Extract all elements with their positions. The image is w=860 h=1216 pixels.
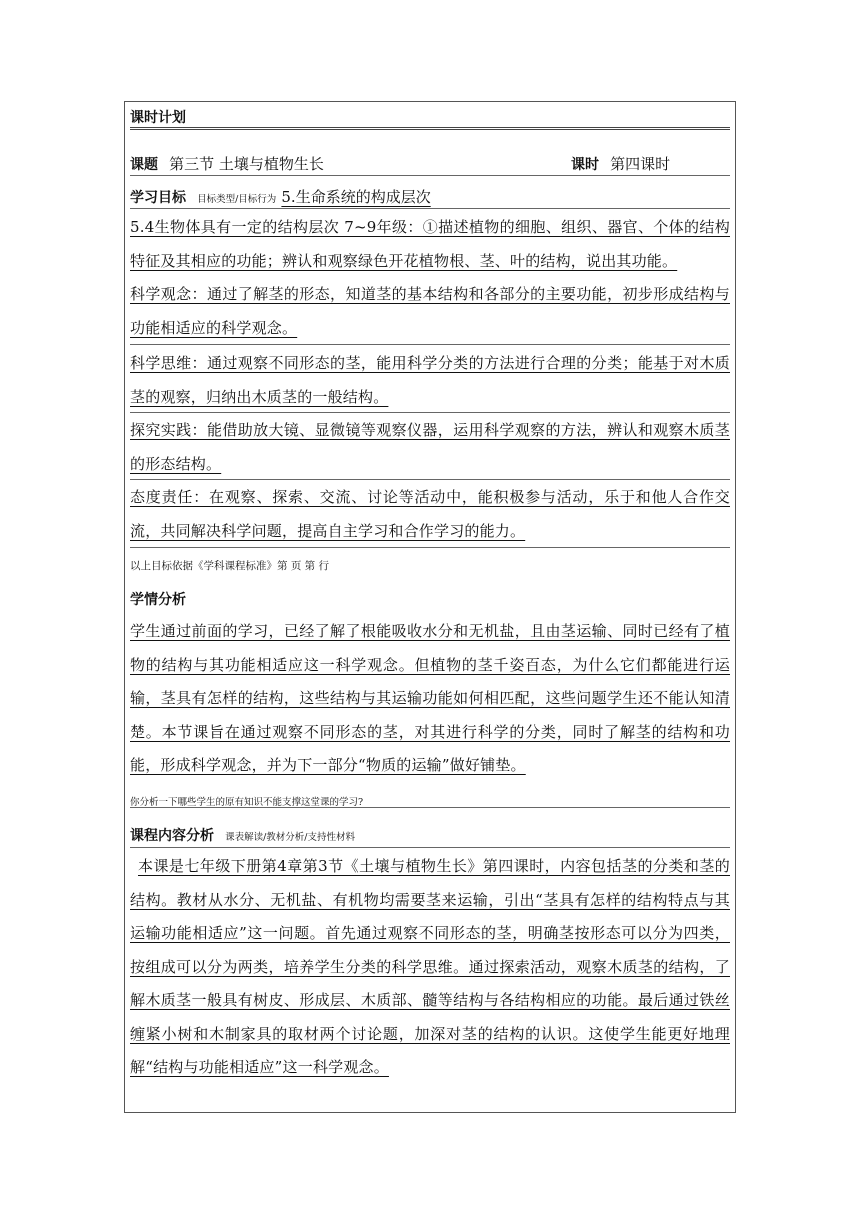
objectives-type-note: 目标类型/目标行为: [197, 194, 277, 205]
topic-row: [130, 153, 730, 176]
period-value: 第四课时: [610, 155, 671, 173]
divider: [130, 479, 730, 480]
learner-analysis-label: 学情分析: [130, 592, 186, 608]
period-label: 课时: [571, 157, 599, 173]
content-analysis-text: 本课是七年级下册第4章第3节《土壤与植物生长》第四课时，内容包括茎的分类和茎的结构。教材从水分、无机盐、有机物均需要茎来运输，引出“茎具有怎样的结构特点与其运输功能相适应”这一问题。首先通过观察不同形态的茎，明确茎按形态可以分为四类，按组成可以分为两类，培养学生分类的科学思维。通过探索活动，观察木质茎的结构，了解木质茎一般具有树皮、形成层、木质部、髓等结构与各结构相应的功能。最后通过铁丝缠紧小树和木制家具的取材两个讨论题，加深对茎的结构的认识。这使学生能更好地理解“结构与功能相适应”这一科学观念。: [130, 857, 730, 1076]
content-analysis-header: [130, 825, 730, 848]
content-analysis-label: 课程内容分析: [130, 828, 214, 844]
content-analysis-sub-note: 课表解读/教材分析/支持性材料: [225, 832, 355, 843]
source-note: 以上目标依据《学科课程标准》第 页 第 行: [130, 560, 330, 572]
objective-thinking: 科学思维：通过观察不同形态的茎，能用科学分类的方法进行合理的分类；能基于对木质茎的观察，归纳出木质茎的一般结构。: [130, 354, 730, 406]
objectives-label: 学习目标: [130, 190, 186, 206]
divider: [130, 344, 730, 345]
objective-standard: 5.4生物体具有一定的结构层次 7~9年级：①描述植物的细胞、组织、器官、个体的结构特征及其相应的功能；辨认和观察绿色开花植物根、茎、叶的结构，说出其功能。: [130, 218, 730, 270]
objective-attitude: 态度责任：在观察、探索、交流、讨论等活动中，能积极参与活动，乐于和他人合作交流，共同解决科学问题，提高自主学习和合作学习的能力。: [130, 488, 730, 540]
learner-prompt-note: 你分析一下哪些学生的原有知识不能支撑这堂课的学习?: [130, 794, 730, 808]
divider: [130, 412, 730, 413]
objective-concept: 科学观念：通过了解茎的形态，知道茎的基本结构和各部分的主要功能，初步形成结构与功能相适应的科学观念。: [130, 285, 730, 337]
plan-title: 课时计划: [130, 110, 186, 126]
learner-analysis-header: [130, 589, 730, 609]
objectives-category: 5.生命系统的构成层次: [281, 188, 431, 206]
learner-analysis-text: 学生通过前面的学习，已经了解了根能吸收水分和无机盐，且由茎运输、同时已经有了植物的结构与其功能相适应这一科学观念。但植物的茎千姿百态，为什么它们都能进行运输，茎具有怎样的结构，这些结构与其运输功能如何相匹配，这些问题学生还不能认知清楚。本节课旨在通过观察不同形态的茎，对其进行科学的分类，同时了解茎的结构和功能，形成科学观念，并为下一部分“物质的运输”做好铺垫。: [130, 622, 730, 774]
objective-practice: 探究实践：能借助放大镜、显微镜等观察仪器，运用科学观察的方法，辨认和观察木质茎的形态结构。: [130, 421, 730, 473]
divider: [130, 547, 730, 548]
plan-title-row: [130, 107, 730, 130]
objectives-header: [130, 186, 730, 209]
topic-value: 第三节 土壤与植物生长: [169, 155, 324, 173]
topic-label: 课题: [130, 157, 158, 173]
